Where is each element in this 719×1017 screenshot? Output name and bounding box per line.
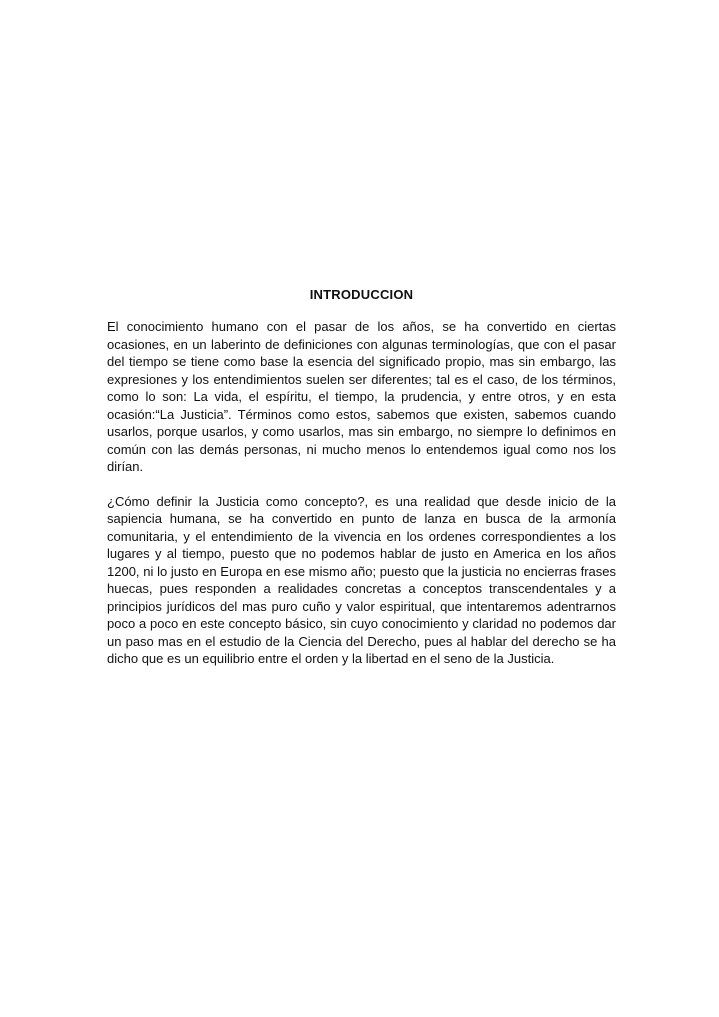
paragraph-2: ¿Cómo definir la Justicia como concepto?, es una realidad que desde inicio de la sapiencia humana, se ha convertido en punto de lanza en busca de la armonía comunitaria, y el entendimiento de la vivencia en los ordenes correspondientes a los lugares y al tiempo, puesto que no podemos hablar de justo en America en los años 1200, ni lo justo en Europa en ese mismo año; puesto que la justicia no encierras frases huecas, pues responden a realidades concretas a conceptos transcendentales y a principios jurídicos del mas puro cuño y valor espiritual, que intentaremos adentrarnos poco a poco en este concepto básico, sin cuyo conocimiento y claridad no podemos dar un paso mas en el estudio de la Ciencia del Derecho, pues al hablar del derecho se ha dicho que es un equilibrio entre el orden y la libertad en el seno de la Justicia. [107, 493, 616, 666]
document-body [107, 286, 616, 668]
page-title: INTRODUCCION [309, 287, 414, 302]
paragraph-1: El conocimiento humano con el pasar de los años, se ha convertido en ciertas ocasiones, en un laberinto de definiciones con algunas terminologías, que con el pasar del tiempo se tiene como base la esencia del significado propio, mas sin embargo, las expresiones y los entendimientos suelen ser diferentes; tal es el caso, de los términos, como lo son: La vida, el espíritu, el tiempo, la prudencia, y entre otros, y en esta ocasión:“La Justicia”. Términos como estos, sabemos que existen, sabemos cuando usarlos, porque usarlos, y como usarlos, mas sin embargo, no siempre lo definimos en común con las demás personas, ni mucho menos lo entendemos igual como nos los dirían. [107, 319, 616, 474]
